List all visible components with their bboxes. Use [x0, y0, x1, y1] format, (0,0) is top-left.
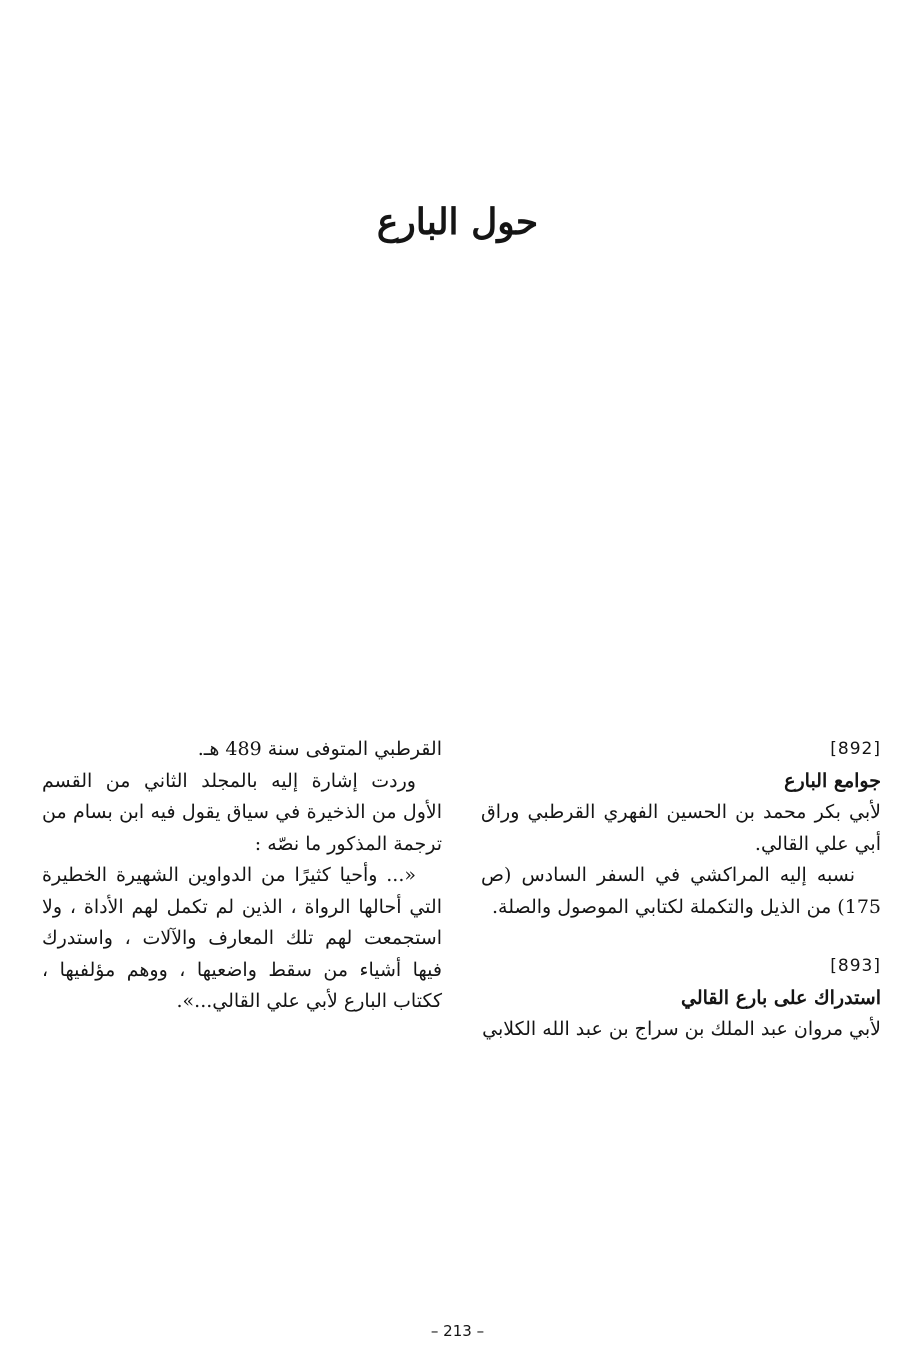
entry-note-892: نسبه إليه المراكشي في السفر السادس (ص 175) من الذيل والتكملة لكتابي الموصول والصلة. [481, 864, 881, 918]
entry-author-892: لأبي بكر محمد بن الحسين الفهري القرطبي وراق أبي علي القالي. [481, 801, 881, 855]
entry-title-892: جوامع البارع [784, 769, 881, 792]
page-number: – 213 – [430, 1322, 485, 1340]
left-column [42, 734, 442, 1018]
entry-spacer [481, 923, 881, 951]
entry-number-893: [893] [830, 956, 881, 976]
quotation-paragraph: «... وأحيا كثيرًا من الدواوين الشهيرة الخطيرة التي أحالها الرواة ، الذين لم تكمل لهم الأداة ، ولا استجمعت لهم تلك المعارف والآلات ، واستدرك فيها أشياء من سقط واضعيها ، ووهم مؤلفيها ، ككتاب البارع لأبي علي القالي...». [42, 864, 442, 1012]
continuation-line: القرطبي المتوفى سنة 489 هـ. [197, 738, 442, 760]
right-column [481, 734, 881, 1046]
chapter-title: حول البارع [376, 201, 539, 243]
entry-number-892: [892] [830, 739, 881, 759]
entry-title-893: استدراك على بارع القالي [680, 986, 881, 1009]
entry-author-893: لأبي مروان عبد الملك بن سراج بن عبد الله الكلابي [482, 1018, 881, 1040]
reference-paragraph: وردت إشارة إليه بالمجلد الثاني من القسم الأول من الذخيرة في سياق يقول فيه ابن بسام من ترجمة المذكور ما نصّه : [42, 769, 442, 855]
